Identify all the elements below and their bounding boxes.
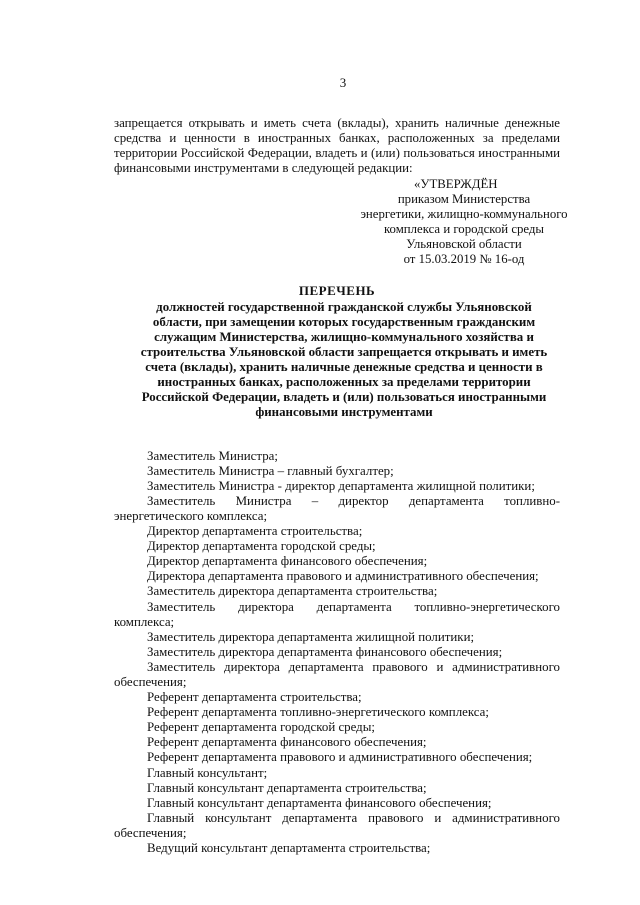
intro-paragraph [114,116,560,176]
approval-stamp-line: «УТВЕРЖДЁН [414,177,498,192]
list-item: Главный консультант; [147,765,268,780]
list-item: Референт департамента городской среды; [147,720,375,735]
approval-stamp [354,177,574,267]
list-item: Заместитель директора департамента строительства; [147,584,438,599]
list-item: Референт департамента финансового обеспечения; [147,735,427,750]
list-item: Директор департамента финансового обеспечения; [147,554,428,569]
approval-stamp-line: приказом Министерства [397,192,531,207]
list-item: Заместитель Министра – директор департамента топливно-энергетического комплекса; [114,493,560,523]
list-item: Главный консультант департамента финансового обеспечения; [147,795,492,810]
list-item: Главный консультант департамента правового и административного обеспечения; [114,810,560,840]
list-item: Референт департамента топливно-энергетического комплекса; [147,705,489,720]
page-number: 3 [339,75,347,90]
list-item: Заместитель директора департамента финансового обеспечения; [147,644,503,659]
list-item: Заместитель Министра – главный бухгалтер; [147,463,394,478]
list-item: Референт департамента правового и административного обеспечения; [147,750,533,765]
positions-list [114,449,560,857]
list-item: Директора департамента правового и административного обеспечения; [147,569,539,584]
intro-text: запрещается открывать и иметь счета (вклады), хранить наличные денежные средства и ценности в иностранных банках, расположенных за пределами территории Российской Федерации, владеть и (или) пользоваться иностранными финансовыми инструментами в следующей редакции: [114,116,560,176]
approval-stamp-line: комплекса и городской среды [383,222,545,237]
list-item: Заместитель Министра; [147,448,278,463]
document-subtitle: должностей государственной гражданской службы Ульяновской области, при замещении которых государственным гражданским служащим Министерства, жилищно-коммунального хозяйства и строительства Ульяновской области запрещается открывать и иметь счета (вклады), хранить наличные денежные средства и ценности в иностранных банках, расположенных за пределами территории Российской Федерации, владеть и (или) пользоваться иностранными финансовыми инструментами [140,299,548,419]
document-title: ПЕРЕЧЕНЬ [298,283,376,299]
approval-stamp-line: от 15.03.2019 № 16-од [403,252,525,267]
list-item: Заместитель директора департамента правового и административного обеспечения; [114,659,560,689]
list-item: Заместитель директора департамента жилищной политики; [147,629,475,644]
list-item: Директор департамента строительства; [147,524,363,539]
approval-stamp-line: Ульяновской области [406,237,522,252]
list-item: Заместитель Министра - директор департамента жилищной политики; [147,478,535,493]
list-item: Ведущий консультант департамента строительства; [147,841,431,855]
list-item: Референт департамента строительства; [147,690,362,705]
approval-stamp-line: энергетики, жилищно-коммунального [360,207,568,222]
list-item: Заместитель директора департамента топливно-энергетического комплекса; [114,599,560,629]
list-item: Директор департамента городской среды; [147,539,376,554]
list-item: Главный консультант департамента строительства; [147,780,427,795]
